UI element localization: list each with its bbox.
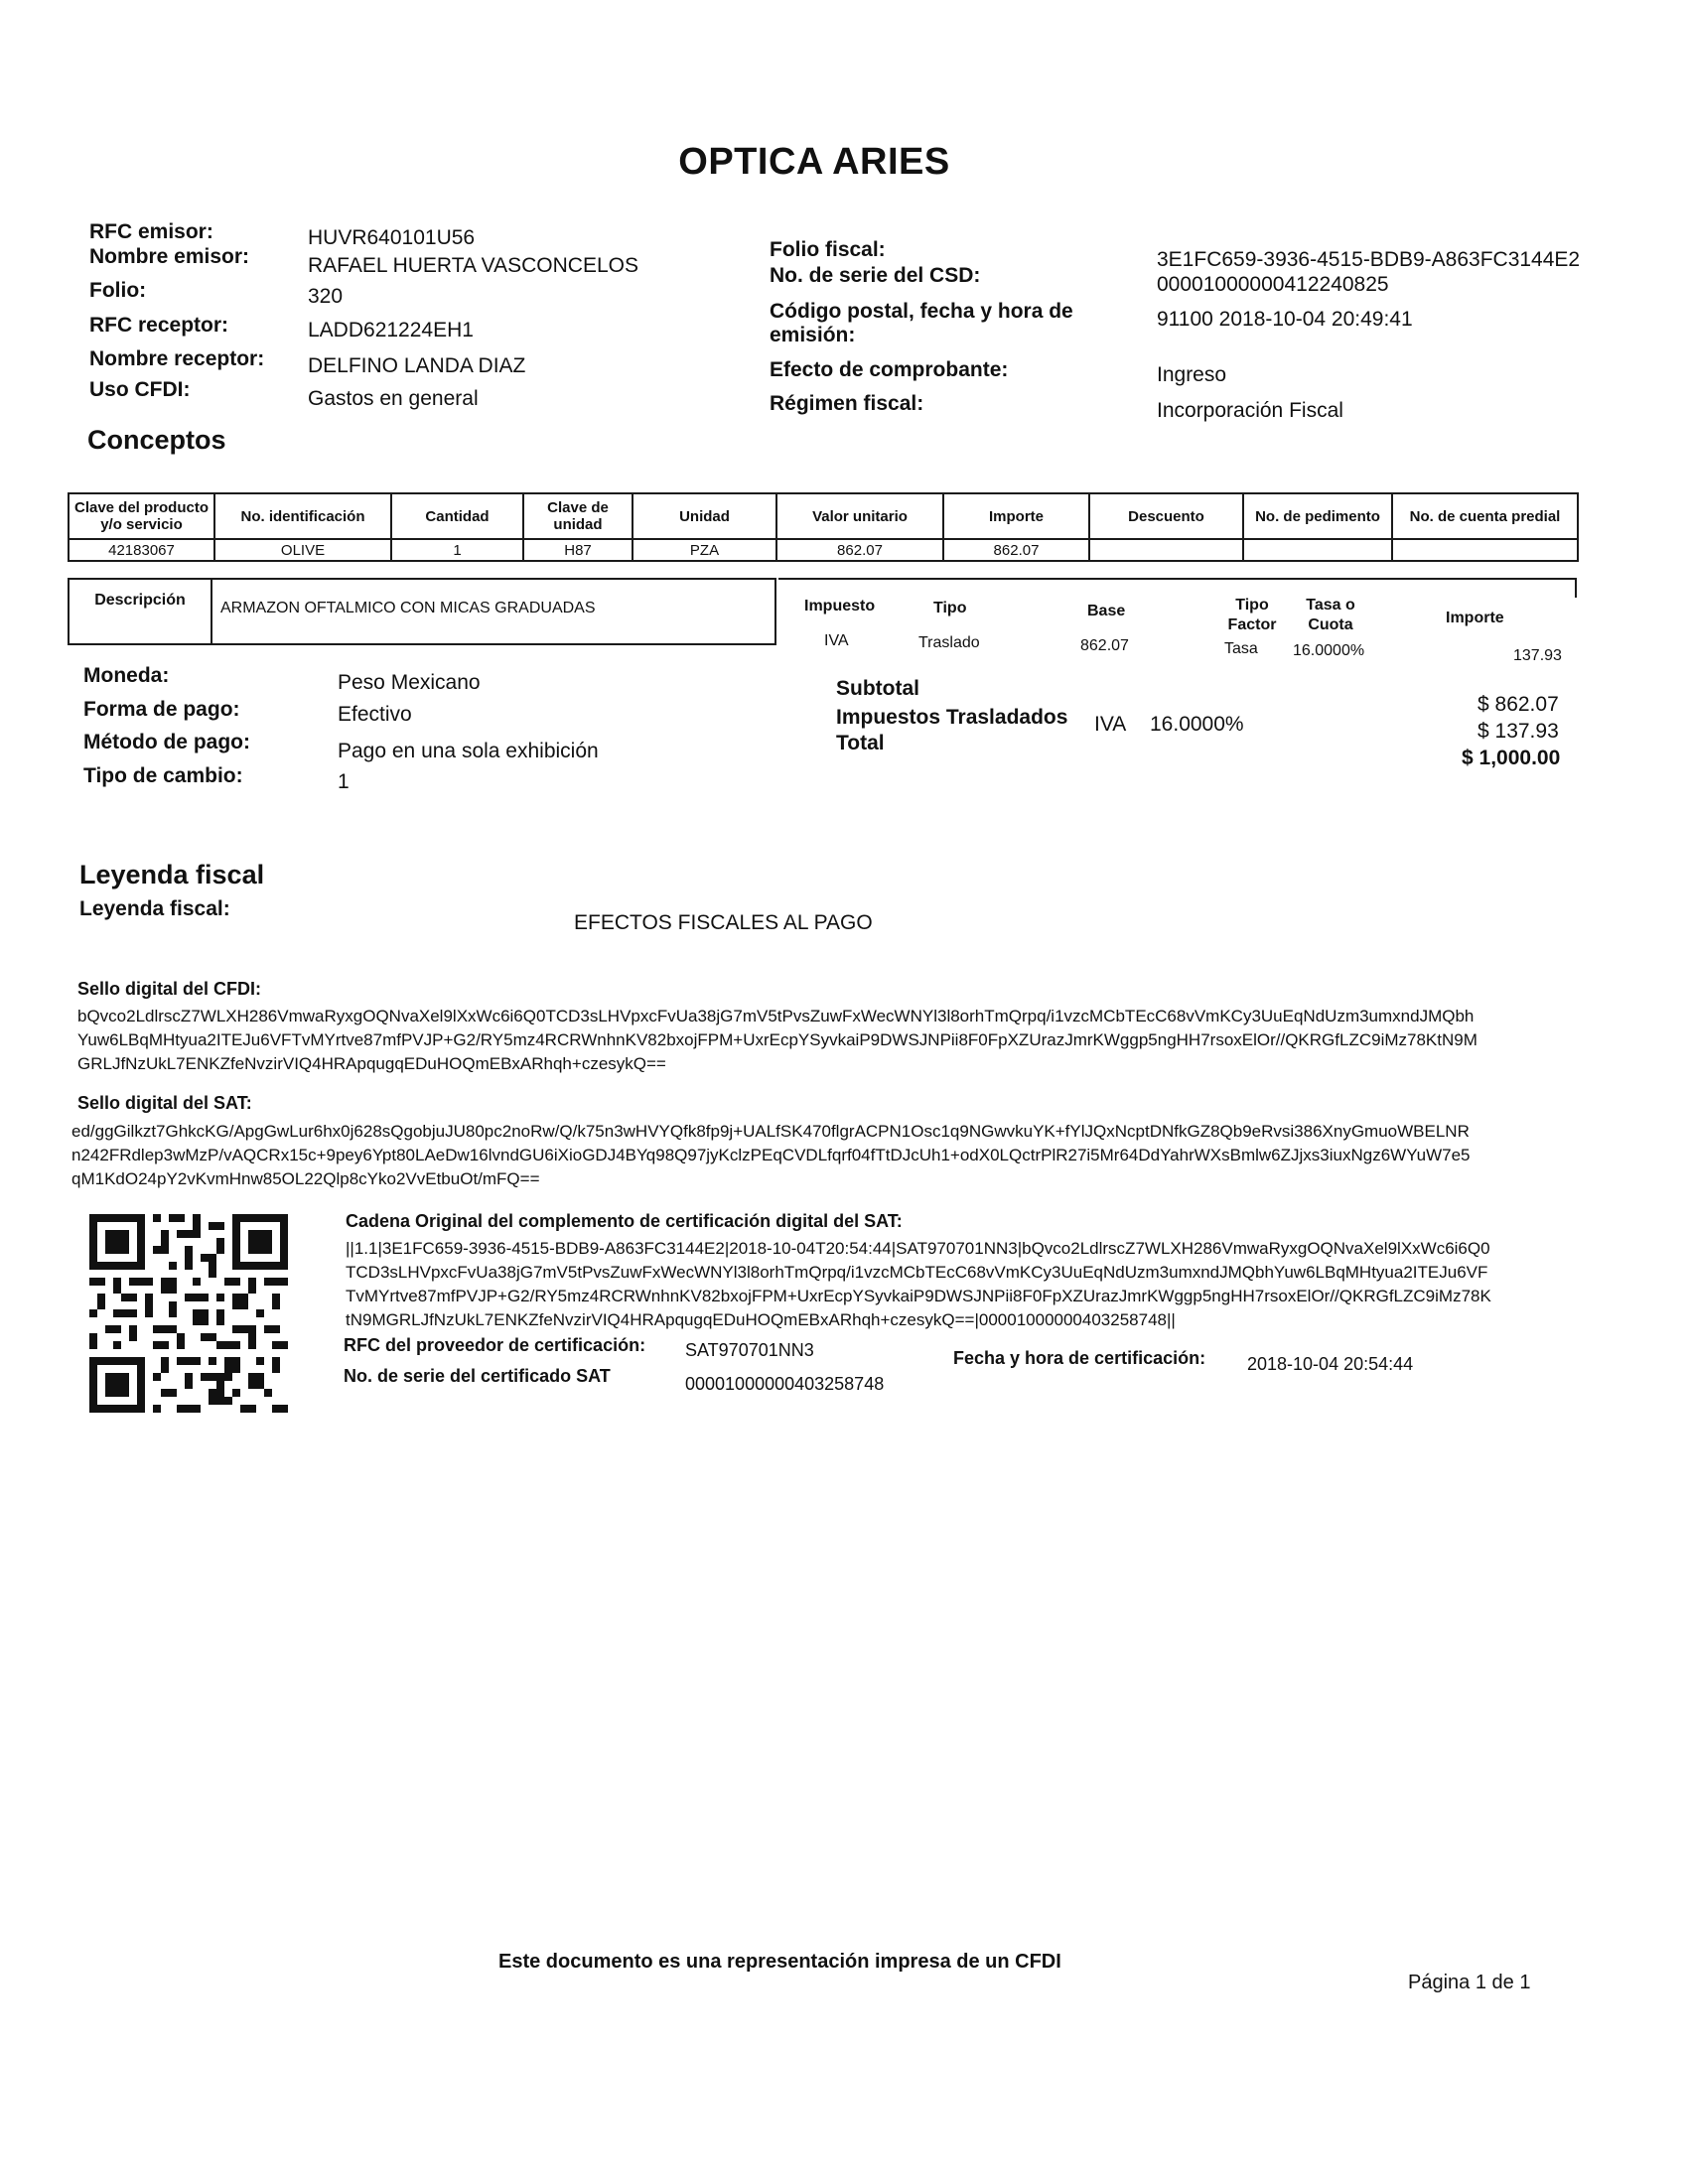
fecha-certificacion-label: Fecha y hora de certificación: (953, 1348, 1206, 1368)
serie-certificado-label: No. de serie del certificado SAT (344, 1366, 611, 1386)
efecto-value: Ingreso (1157, 363, 1227, 386)
folio-fiscal-label: Folio fiscal: (770, 238, 886, 261)
impuestos-trasladados-label: Impuestos Trasladados (836, 706, 1068, 729)
header-no-cuenta-predial: No. de cuenta predial (1392, 493, 1578, 539)
cell-clave-producto: 42183067 (69, 539, 214, 561)
descripcion-box (68, 578, 776, 645)
header-cantidad: Cantidad (391, 493, 523, 539)
cadena-line: TvMYrtve87mfPVJP+G2/RY5mz4RCRWnhnKV82bxojFPM+UxrEcpYSyvkaiP9DWSJNPii8F0FpXZUrazJmrKWggp5ngHH7rsoxElOr//QKRGfLZC9iMz78K (346, 1287, 1491, 1305)
tipo-header: Tipo (933, 600, 967, 616)
cell-descuento (1089, 539, 1243, 561)
cp-label-line1: Código postal, fecha y hora de (770, 300, 1073, 323)
csd-label: No. de serie del CSD: (770, 264, 981, 287)
sello-cfdi-label: Sello digital del CFDI: (77, 979, 262, 999)
fecha-certificacion-value: 2018-10-04 20:54:44 (1247, 1354, 1414, 1374)
sello-sat-label: Sello digital del SAT: (77, 1093, 252, 1113)
uso-cfdi-label: Uso CFDI: (89, 378, 191, 401)
conceptos-table (68, 492, 1579, 562)
nombre-emisor-label: Nombre emisor: (89, 245, 250, 268)
rfc-emisor-value: HUVR640101U56 (308, 226, 476, 249)
page-number: Página 1 de 1 (1408, 1972, 1531, 1993)
nombre-receptor-label: Nombre receptor: (89, 347, 265, 370)
cp-value: 91100 2018-10-04 20:49:41 (1157, 308, 1413, 331)
csd-value: 00001000000412240825 (1157, 273, 1389, 296)
rfc-proveedor-label: RFC del proveedor de certificación: (344, 1335, 646, 1355)
tipo-cambio-label: Tipo de cambio: (83, 764, 243, 787)
sello-cfdi-line: GRLJfNzUkL7ENKZfeNvzirVIQ4HRApqugqEDuHOQmEBxARhqh+czesykQ== (77, 1054, 666, 1073)
cadena-line: ||1.1|3E1FC659-3936-4515-BDB9-A863FC3144E2|2018-10-04T20:54:44|SAT970701NN3|bQvco2LdlrscZ7WLXH286VmwaRyxgOQNvaXel9lXxWc6i6Q0 (346, 1239, 1490, 1258)
forma-pago-label: Forma de pago: (83, 698, 240, 721)
header-unidad: Unidad (633, 493, 776, 539)
nombre-receptor-value: DELFINO LANDA DIAZ (308, 354, 526, 377)
tipo-factor-header: Tipo Factor (1227, 597, 1277, 633)
leyenda-label: Leyenda fiscal: (79, 897, 230, 920)
iva-label: IVA (1094, 713, 1127, 736)
cadena-label: Cadena Original del complemento de certificación digital del SAT: (346, 1211, 903, 1231)
descripcion-value: ARMAZON OFTALMICO CON MICAS GRADUADAS (220, 600, 596, 616)
impuesto-value: IVA (824, 632, 849, 649)
cell-cantidad: 1 (391, 539, 523, 561)
importe-header: Importe (1446, 610, 1504, 626)
tipo-value: Traslado (918, 634, 980, 651)
folio-value: 320 (308, 285, 344, 308)
table-header-row (69, 493, 1578, 539)
cell-importe: 862.07 (943, 539, 1089, 561)
sello-cfdi-line: bQvco2LdlrscZ7WLXH286VmwaRyxgOQNvaXel9lXxWc6i6Q0TCD3sLHVpxcFvUa38jG7mV5tPvsZuwFxWecWNYl3l8orhTmQrpq/i1vzcMCbTEcC68vVmKCy3UuEqNdUzm3umxndJMQbh (77, 1007, 1475, 1025)
metodo-pago-label: Método de pago: (83, 731, 250, 753)
cp-label-line2: emisión: (770, 324, 856, 346)
leyenda-value: EFECTOS FISCALES AL PAGO (574, 911, 873, 934)
cell-clave-unidad: H87 (523, 539, 633, 561)
rfc-emisor-label: RFC emisor: (89, 220, 213, 243)
header-no-pedimento: No. de pedimento (1243, 493, 1392, 539)
cell-valor-unitario: 862.07 (776, 539, 943, 561)
forma-pago-value: Efectivo (338, 703, 412, 726)
header-no-identificacion: No. identificación (214, 493, 391, 539)
cell-no-pedimento (1243, 539, 1392, 561)
impuestos-value: $ 137.93 (1477, 720, 1559, 743)
base-value: 862.07 (1080, 637, 1129, 654)
cell-unidad: PZA (633, 539, 776, 561)
rfc-receptor-label: RFC receptor: (89, 314, 229, 337)
tasa-cuota-header: Tasa o Cuota (1306, 597, 1355, 633)
efecto-label: Efecto de comprobante: (770, 358, 1009, 381)
sello-sat-line: qM1KdO24pY2vKvmHnw85OL22Qlp8cYko2VvEtbuOt/mFQ== (71, 1169, 540, 1188)
regimen-value: Incorporación Fiscal (1157, 399, 1343, 422)
sello-cfdi-line: Yuw6LBqMHtyua2ITEJu6VFTvMYrtve87mfPVJP+G2/RY5mz4RCRWnhnKV82bxojFPM+UxrEcpYSyvkaiP9DWSJNPii8F0FpXZUrazJmrKWggp5ngHH7rsoxElOr//QKRGfLZC9iMz78KtN9M (77, 1030, 1477, 1049)
folio-label: Folio: (89, 279, 147, 302)
iva-rate: 16.0000% (1150, 713, 1244, 736)
moneda-label: Moneda: (83, 664, 170, 687)
cell-no-cuenta-predial (1392, 539, 1578, 561)
rfc-receptor-value: LADD621224EH1 (308, 319, 474, 341)
cadena-line: TCD3sLHVpxcFvUa38jG7mV5tPvsZuwFxWecWNYl3l8orhTmQrpq/i1vzcMCbTEcC68vVmKCy3UuEqNdUzm3umxndJMQbhYuw6LBqMHtyua2ITEJu6VF (346, 1263, 1488, 1282)
tipo-cambio-value: 1 (338, 770, 350, 793)
sello-sat-line: ed/ggGilkzt7GhkcKG/ApgGwLur6hx0j628sQgobjuJU80pc2noRw/Q/k75n3wHVYQfk8fp9j+UALfSK470flgrACPN1Osc1q9NGwvkuYK+fYlJQxNcptDNfkGZ8Qb9eRvsi386XnyGmuoWBELNR (71, 1122, 1470, 1141)
impuestos-box (778, 578, 1577, 598)
total-value: $ 1,000.00 (1462, 747, 1561, 769)
base-header: Base (1087, 603, 1126, 619)
sello-sat-line: n242FRdlep3wMzP/vAQCRx15c+9pey6Ypt80LAeDw16lvndGU6iXioGDJ4BYq98Q97jyKclzPEqCVDLfqrf04fTtDJcUh1+odX0LQctrPlR27i5Mr64DdYahrWXsBmlw6ZJjxs3iuxNgz6WYuW7e5 (71, 1146, 1471, 1164)
subtotal-value: $ 862.07 (1477, 693, 1559, 716)
header-importe: Importe (943, 493, 1089, 539)
conceptos-heading: Conceptos (87, 425, 226, 455)
serie-certificado-value: 00001000000403258748 (685, 1374, 885, 1394)
impuesto-header: Impuesto (804, 598, 876, 614)
descripcion-label: Descripción (70, 580, 212, 643)
importe-value: 137.93 (1513, 647, 1562, 664)
footer-note: Este documento es una representación impresa de un CFDI (498, 1951, 1061, 1973)
header-descuento: Descuento (1089, 493, 1243, 539)
leyenda-heading: Leyenda fiscal (79, 860, 265, 889)
tasa-cuota-value: 16.0000% (1293, 642, 1365, 659)
nombre-emisor-value: RAFAEL HUERTA VASCONCELOS (308, 254, 638, 277)
moneda-value: Peso Mexicano (338, 671, 481, 694)
subtotal-label: Subtotal (836, 677, 919, 700)
qr-code (89, 1209, 288, 1418)
cell-no-identificacion: OLIVE (214, 539, 391, 561)
cadena-line: tN9MGRLJfNzUkL7ENKZfeNvzirVIQ4HRApqugqEDuHOQmEBxARhqh+czesykQ==|00001000000403258748|| (346, 1310, 1176, 1329)
total-label: Total (836, 732, 885, 754)
metodo-pago-value: Pago en una sola exhibición (338, 740, 599, 762)
rfc-proveedor-value: SAT970701NN3 (685, 1340, 814, 1360)
header-clave-unidad: Clave de unidad (523, 493, 633, 539)
folio-fiscal-value: 3E1FC659-3936-4515-BDB9-A863FC3144E2 (1157, 248, 1581, 271)
document-title: OPTICA ARIES (678, 141, 950, 183)
header-valor-unitario: Valor unitario (776, 493, 943, 539)
regimen-label: Régimen fiscal: (770, 392, 924, 415)
uso-cfdi-value: Gastos en general (308, 387, 479, 410)
table-row (69, 539, 1578, 561)
tipo-factor-value: Tasa (1224, 640, 1258, 657)
header-clave-producto: Clave del producto y/o servicio (69, 493, 214, 539)
